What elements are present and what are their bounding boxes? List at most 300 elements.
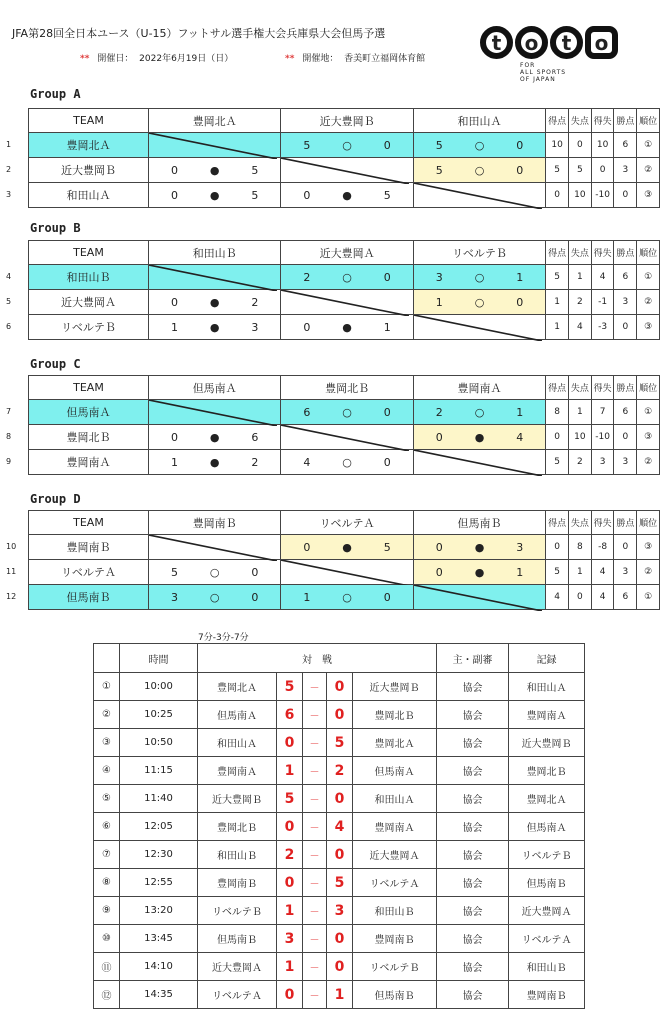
away-score: 3 [327,897,353,925]
goals-for: 4 [303,455,311,469]
score [281,541,412,554]
match-number: ⑫ [94,981,120,1009]
group-title: Group A [30,87,81,101]
stat-header-lost: 失点 [568,376,591,400]
score [149,456,280,469]
goals-for: 0 [170,188,178,202]
score [281,321,412,334]
goals-against: 1 [516,565,524,579]
goals-for: 5 [435,163,443,177]
goals-for: 3 [435,270,443,284]
row-number: 1 [6,140,12,149]
diagonal-line [281,560,409,586]
score [149,431,280,444]
away-score: 0 [327,925,353,953]
result-mark: ○ [474,138,485,152]
goals-against: 1 [516,405,524,419]
opponent-header: 豊岡北Ａ [148,109,280,133]
self-match-cell [148,535,280,560]
goals-for: 0 [435,430,443,444]
recorder: 和田山Ｂ [509,953,585,981]
home-score: 0 [277,981,303,1009]
stat-header-diff: 得失 [591,109,614,133]
result-mark: ● [209,455,220,469]
date-label: 開催日： [97,54,134,64]
goals-for: 1 [170,455,178,469]
score-cell [281,585,413,610]
team-name: 豊岡北Ｂ [29,425,149,450]
group-title: Group D [30,492,81,506]
score [414,541,545,554]
points-lost: 1 [568,400,591,425]
score-cell [281,183,413,208]
home-score: 5 [277,673,303,701]
goals-for: 0 [170,430,178,444]
home-score: 1 [277,897,303,925]
group-row [29,183,660,208]
score-cell [281,315,413,340]
away-score: 5 [327,729,353,757]
event-date: 2022年6月19日（日） [139,54,234,64]
score-dash: － [303,701,327,729]
win-points: 0 [614,183,637,208]
goals-for: 6 [303,405,311,419]
home-team: 但馬南Ｂ [198,925,277,953]
away-score: 0 [327,841,353,869]
goals-for: 5 [435,138,443,152]
goals-against: 5 [251,188,259,202]
referee: 協会 [437,869,509,897]
match-time: 13:20 [120,897,198,925]
diagonal-line [149,265,277,291]
match-row [94,925,585,953]
group-row [29,585,660,610]
goals-for: 5 [170,565,178,579]
rank: ② [637,450,660,475]
away-score: 1 [327,981,353,1009]
away-score: 0 [327,673,353,701]
score-cell [281,450,413,475]
score-cell [413,560,545,585]
score [149,566,280,579]
match-number: ⑧ [94,869,120,897]
rank: ② [637,158,660,183]
result-mark: ● [209,430,220,444]
goals-for: 2 [303,270,311,284]
points-lost: 1 [568,265,591,290]
row-number: 2 [6,165,12,174]
score-cell [148,158,280,183]
match-number: ⑦ [94,841,120,869]
score [149,296,280,309]
points-scored: 1 [546,290,569,315]
goals-for: 2 [435,405,443,419]
goals-against: 4 [516,430,524,444]
row-number: 9 [6,457,12,466]
score [149,321,280,334]
home-score: 1 [277,953,303,981]
home-score: 0 [277,869,303,897]
home-team: 豊岡南Ａ [198,757,277,785]
away-score: 0 [327,785,353,813]
recorder: 但馬南Ａ [509,813,585,841]
opponent-header: 近大豊岡Ｂ [281,109,413,133]
team-header: TEAM [29,109,149,133]
match-number: ⑪ [94,953,120,981]
match-row [94,673,585,701]
win-points: 0 [614,535,637,560]
rank: ① [637,400,660,425]
self-match-cell [281,290,413,315]
diagonal-line [281,158,409,184]
score [281,406,412,419]
score [414,139,545,152]
result-mark: ● [209,188,220,202]
goals-for: 0 [170,295,178,309]
result-mark: ● [474,430,485,444]
match-time: 12:05 [120,813,198,841]
team-name: 但馬南Ｂ [29,585,149,610]
self-match-cell [148,400,280,425]
team-header: TEAM [29,241,149,265]
stat-header-diff: 得失 [591,376,614,400]
goals-against: 5 [383,188,391,202]
result-mark: ○ [342,270,352,284]
diagonal-line [149,133,277,159]
recorder: 豊岡北Ａ [509,785,585,813]
group-table [28,510,660,610]
away-score: 0 [327,701,353,729]
match-schedule-table [93,643,585,1009]
match-number: ⑤ [94,785,120,813]
logo-letter: t [480,26,513,59]
goals-against: 0 [383,590,391,604]
logo-tagline: FOR [520,62,536,69]
stat-header-lost: 失点 [568,241,591,265]
referee: 協会 [437,925,509,953]
result-mark: ○ [342,138,352,152]
win-points: 0 [614,315,637,340]
away-score: 4 [327,813,353,841]
match-number: ⑨ [94,897,120,925]
points-lost: 2 [568,450,591,475]
score-cell [148,425,280,450]
referee: 協会 [437,729,509,757]
goal-diff: 3 [591,450,614,475]
diagonal-line [281,290,409,316]
rank: ② [637,290,660,315]
diagonal-line [281,425,409,451]
score-cell [413,133,545,158]
self-match-cell [148,133,280,158]
points-lost: 0 [568,585,591,610]
goals-for: 3 [170,590,178,604]
goals-against: 0 [251,565,259,579]
self-match-cell [413,585,545,610]
home-team: リベルテＡ [198,981,277,1009]
group-row [29,450,660,475]
score-cell [413,158,545,183]
team-name: 豊岡南Ｂ [29,535,149,560]
group-row [29,265,660,290]
goals-against: 0 [383,138,391,152]
team-name: 和田山Ｂ [29,265,149,290]
group-table [28,108,660,208]
match-time: 13:45 [120,925,198,953]
team-name: 但馬南Ａ [29,400,149,425]
goals-against: 3 [516,540,524,554]
recorder: 近大豊岡Ｂ [509,729,585,757]
rank: ③ [637,425,660,450]
home-team: 近大豊岡Ａ [198,953,277,981]
home-team: 近大豊岡Ｂ [198,785,277,813]
recorder: 和田山Ａ [509,673,585,701]
points-scored: 4 [546,585,569,610]
match-row [94,813,585,841]
team-name: 近大豊岡Ａ [29,290,149,315]
goals-against: 0 [383,455,391,469]
goals-against: 2 [251,295,259,309]
diagonal-line [414,315,542,341]
home-team: 豊岡南Ｂ [198,869,277,897]
row-number: 8 [6,432,12,441]
match-time: 10:00 [120,673,198,701]
match-number: ③ [94,729,120,757]
match-row [94,757,585,785]
stat-header-win: 勝点 [614,109,637,133]
opponent-header: 但馬南Ａ [148,376,280,400]
match-number: ④ [94,757,120,785]
home-team: 豊岡北Ａ [198,673,277,701]
stat-header-diff: 得失 [591,241,614,265]
points-scored: 5 [546,560,569,585]
goals-against: 5 [383,540,391,554]
self-match-cell [413,315,545,340]
group-header-row [29,376,660,400]
home-score: 6 [277,701,303,729]
match-row [94,869,585,897]
team-name: 豊岡北Ａ [29,133,149,158]
team-header: TEAM [29,511,149,535]
points-lost: 0 [568,133,591,158]
goals-against: 0 [516,138,524,152]
home-team: 和田山Ａ [198,729,277,757]
toto-logo [480,26,630,96]
score-cell [281,265,413,290]
points-lost: 5 [568,158,591,183]
score-cell [413,290,545,315]
win-points: 6 [614,400,637,425]
points-lost: 8 [568,535,591,560]
result-mark: ○ [474,163,485,177]
goal-diff: -3 [591,315,614,340]
group-header-row [29,241,660,265]
self-match-cell [413,183,545,208]
win-points: 3 [614,290,637,315]
self-match-cell [281,158,413,183]
score [149,164,280,177]
score-dash: － [303,757,327,785]
referee: 協会 [437,841,509,869]
away-score: 5 [327,869,353,897]
points-lost: 4 [568,315,591,340]
event-venue: 香美町立福岡体育館 [344,54,426,64]
score-cell [148,560,280,585]
logo-tagline: ALL SPORTS [520,69,567,76]
date-line [80,51,233,64]
rank: ③ [637,535,660,560]
row-number: 3 [6,190,12,199]
team-name: 近大豊岡Ｂ [29,158,149,183]
match-number: ⑥ [94,813,120,841]
goals-against: 2 [251,455,259,469]
home-score: 0 [277,813,303,841]
score-dash: － [303,869,327,897]
group-row [29,535,660,560]
referee: 協会 [437,981,509,1009]
match-time: 12:30 [120,841,198,869]
result-mark: ● [209,163,220,177]
goal-diff: 0 [591,158,614,183]
stat-header-win: 勝点 [614,511,637,535]
logo-letter: o [585,26,618,59]
goals-for: 5 [303,138,311,152]
self-match-cell [281,560,413,585]
recorder: 豊岡南Ａ [509,701,585,729]
goals-for: 1 [435,295,443,309]
score [414,271,545,284]
result-mark: ○ [474,270,485,284]
goals-for: 0 [303,540,311,554]
points-scored: 0 [546,535,569,560]
diagonal-line [414,585,542,611]
score-cell [281,133,413,158]
score [281,591,412,604]
match-number: ⑩ [94,925,120,953]
win-points: 6 [614,265,637,290]
goal-diff: 7 [591,400,614,425]
stat-header-pts: 得点 [546,241,569,265]
score-dash: － [303,729,327,757]
row-number: 7 [6,407,12,416]
win-points: 6 [614,133,637,158]
recorder: 但馬南Ｂ [509,869,585,897]
score-dash: － [303,897,327,925]
score-cell [413,400,545,425]
group-row [29,133,660,158]
win-points: 6 [614,585,637,610]
result-mark: ○ [474,295,485,309]
stat-header-win: 勝点 [614,241,637,265]
rank: ① [637,133,660,158]
group-header-row [29,511,660,535]
goals-for: 0 [435,540,443,554]
score-cell [413,425,545,450]
diagonal-line [414,183,542,209]
home-score: 0 [277,729,303,757]
row-number: 10 [6,542,17,551]
group-row [29,158,660,183]
group-table [28,375,660,475]
goals-for: 1 [303,590,311,604]
goals-against: 0 [251,590,259,604]
record-header: 記録 [509,644,585,673]
time-header: 時間 [120,644,198,673]
result-mark: ○ [342,590,352,604]
schedule-header-row [94,644,585,673]
stat-header-rank: 順位 [637,241,660,265]
diagonal-line [149,400,277,426]
match-row [94,953,585,981]
recorder: 豊岡北Ｂ [509,757,585,785]
match-number: ① [94,673,120,701]
opponent-header: リベルテＡ [281,511,413,535]
points-lost: 1 [568,560,591,585]
self-match-cell [148,265,280,290]
goals-against: 0 [516,163,524,177]
opponent-header: 近大豊岡Ａ [281,241,413,265]
match-time: 11:40 [120,785,198,813]
result-mark: ○ [474,405,485,419]
recorder: リベルテＡ [509,925,585,953]
result-mark: ● [209,295,220,309]
points-lost: 2 [568,290,591,315]
stat-header-lost: 失点 [568,109,591,133]
match-time: 12:55 [120,869,198,897]
away-team: 和田山Ｂ [353,897,437,925]
stat-header-rank: 順位 [637,376,660,400]
score-cell [413,265,545,290]
win-points: 3 [614,158,637,183]
home-score: 5 [277,785,303,813]
score-cell [281,535,413,560]
score [414,566,545,579]
goal-diff: 10 [591,133,614,158]
opponent-header: 但馬南Ｂ [413,511,545,535]
goal-diff: 4 [591,585,614,610]
win-points: 3 [614,450,637,475]
group-header-row [29,109,660,133]
score-cell [148,450,280,475]
referee: 協会 [437,701,509,729]
score [414,296,545,309]
home-score: 3 [277,925,303,953]
match-number: ② [94,701,120,729]
stat-header-pts: 得点 [546,376,569,400]
logo-letter: t [550,26,583,59]
score [281,139,412,152]
score-cell [148,315,280,340]
row-number: 4 [6,272,12,281]
points-scored: 5 [546,265,569,290]
score [281,271,412,284]
result-mark: ● [342,320,352,334]
goal-diff: 4 [591,265,614,290]
logo-letter: o [515,26,548,59]
stat-header-rank: 順位 [637,109,660,133]
away-score: 0 [327,953,353,981]
match-time: 14:10 [120,953,198,981]
opponent-header: リベルテＢ [413,241,545,265]
bullet-icon: ** [80,54,90,64]
score-dash: － [303,785,327,813]
result-mark: ○ [209,565,220,579]
away-team: 豊岡北Ａ [353,729,437,757]
match-time: 10:50 [120,729,198,757]
recorder: 近大豊岡Ａ [509,897,585,925]
home-score: 1 [277,757,303,785]
stat-header-pts: 得点 [546,511,569,535]
